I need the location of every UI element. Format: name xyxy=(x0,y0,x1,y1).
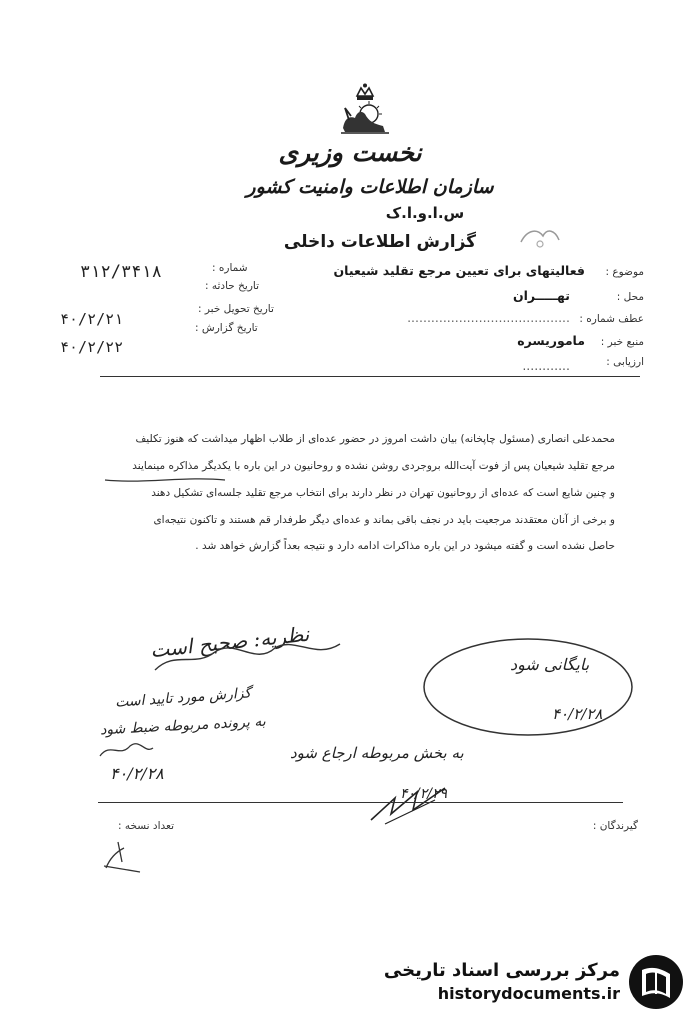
signature-left xyxy=(95,736,155,764)
hand-note-left-date: ۴۰/۲/۲۸ xyxy=(110,764,164,783)
hand-note-left-1: گزارش مورد تایید است xyxy=(114,685,252,711)
header-title-ministry: نخست وزیری xyxy=(278,138,422,167)
field-place-value: تهـــــران xyxy=(512,288,570,303)
field-delivery-date-label: تاریخ تحویل خبر : xyxy=(198,303,274,315)
lion-sun-emblem xyxy=(335,82,395,136)
footer-copies-label: تعداد نسخه : xyxy=(118,820,175,832)
hand-note-center: به بخش مربوطه ارجاع شود xyxy=(290,744,464,762)
watermark-org-name: مرکز بررسی اسناد تاریخی xyxy=(383,960,620,981)
field-evaluation-value: ............ xyxy=(522,358,570,373)
body-line-2: مرجع تقلید شیعیان پس از فوت آیت‌الله بروجردی روشن نشده و روحانیون در این باره با یکدیگر مذاکره مینمایند xyxy=(132,460,615,472)
signature-center xyxy=(365,780,455,830)
header-title-organization: سازمان اطلاعات وامنیت کشور xyxy=(246,176,494,198)
body-line-5: حاصل نشده است و گفته میشود در این باره مذاکرات ادامه دارد و نتیجه بعداً گزارش خواهد شد . xyxy=(195,540,615,552)
bottom-scribble xyxy=(100,838,150,878)
field-source-value: ماموریسره xyxy=(517,333,585,348)
field-delivery-date-value: ۴۰/۲/۲۱ xyxy=(60,310,124,328)
watermark-logo-icon xyxy=(626,952,686,1012)
header-title-acronym: س.ا.و.ا.ک xyxy=(385,204,465,222)
field-source-label: منبع خبر : xyxy=(600,336,644,348)
field-report-date-value: ۴۰/۲/۲۲ xyxy=(60,338,124,356)
body-underline-marks xyxy=(95,468,615,488)
body-line-3: و چنین شایع است که عده‌ای از روحانیون تهران در نظر دارند برای انتخاب مرجع تقلید جلسه‌ای تشکیل دهند xyxy=(151,487,615,499)
hand-oval-date: ۴۰/۲/۲۸ xyxy=(552,705,603,723)
hand-note-top-left: نظریه‌: صحیح است xyxy=(149,621,311,663)
hand-note-left-2: به پرونده مربوطه ضبط شود xyxy=(99,713,267,739)
field-report-date-label: تاریخ گزارش : xyxy=(195,322,258,334)
field-number-value: ۳۱۲/۳۴۱۸ xyxy=(80,262,162,282)
field-subject-label: موضوع : xyxy=(605,266,644,278)
signature-top-left xyxy=(150,630,350,680)
field-subject-value: فعالیتهای برای تعیین مرجع تقلید شیعیان xyxy=(333,263,585,278)
footer-separator xyxy=(98,802,623,803)
field-place-label: محل : xyxy=(616,291,644,303)
watermark-url: historydocuments.ir xyxy=(437,984,620,1003)
field-incident-date-label: تاریخ حادثه : xyxy=(205,280,260,292)
header-separator xyxy=(100,376,640,377)
footer-recipients-label: گیرندگان : xyxy=(592,820,638,832)
field-number-label: شماره : xyxy=(212,262,248,274)
body-line-4: و برخی از آنان معتقدند مرجعیت باید در نجف باقی بماند و عده‌ای دیگر طرفدار قم هستند و تاکنون نتیجه‌ای xyxy=(153,514,615,526)
field-reference-label: عطف شماره : xyxy=(579,313,644,325)
field-reference-value: ......................................... xyxy=(407,310,570,325)
hand-oval-text: بایگانی شود xyxy=(510,655,590,674)
body-line-1: محمدعلی انصاری (مسئول چاپخانه) بیان داشت امروز در حضور عده‌ای از طلاب اظهار میداشت که هنوز تکلیف xyxy=(135,433,615,445)
oval-annotation xyxy=(420,632,635,742)
field-evaluation-label: ارزیابی : xyxy=(606,356,644,368)
hand-note-center-date: ۴۰/۲/۲۹ xyxy=(400,786,448,802)
header-title-report-type: گزارش اطلاعات داخلی xyxy=(283,232,477,252)
